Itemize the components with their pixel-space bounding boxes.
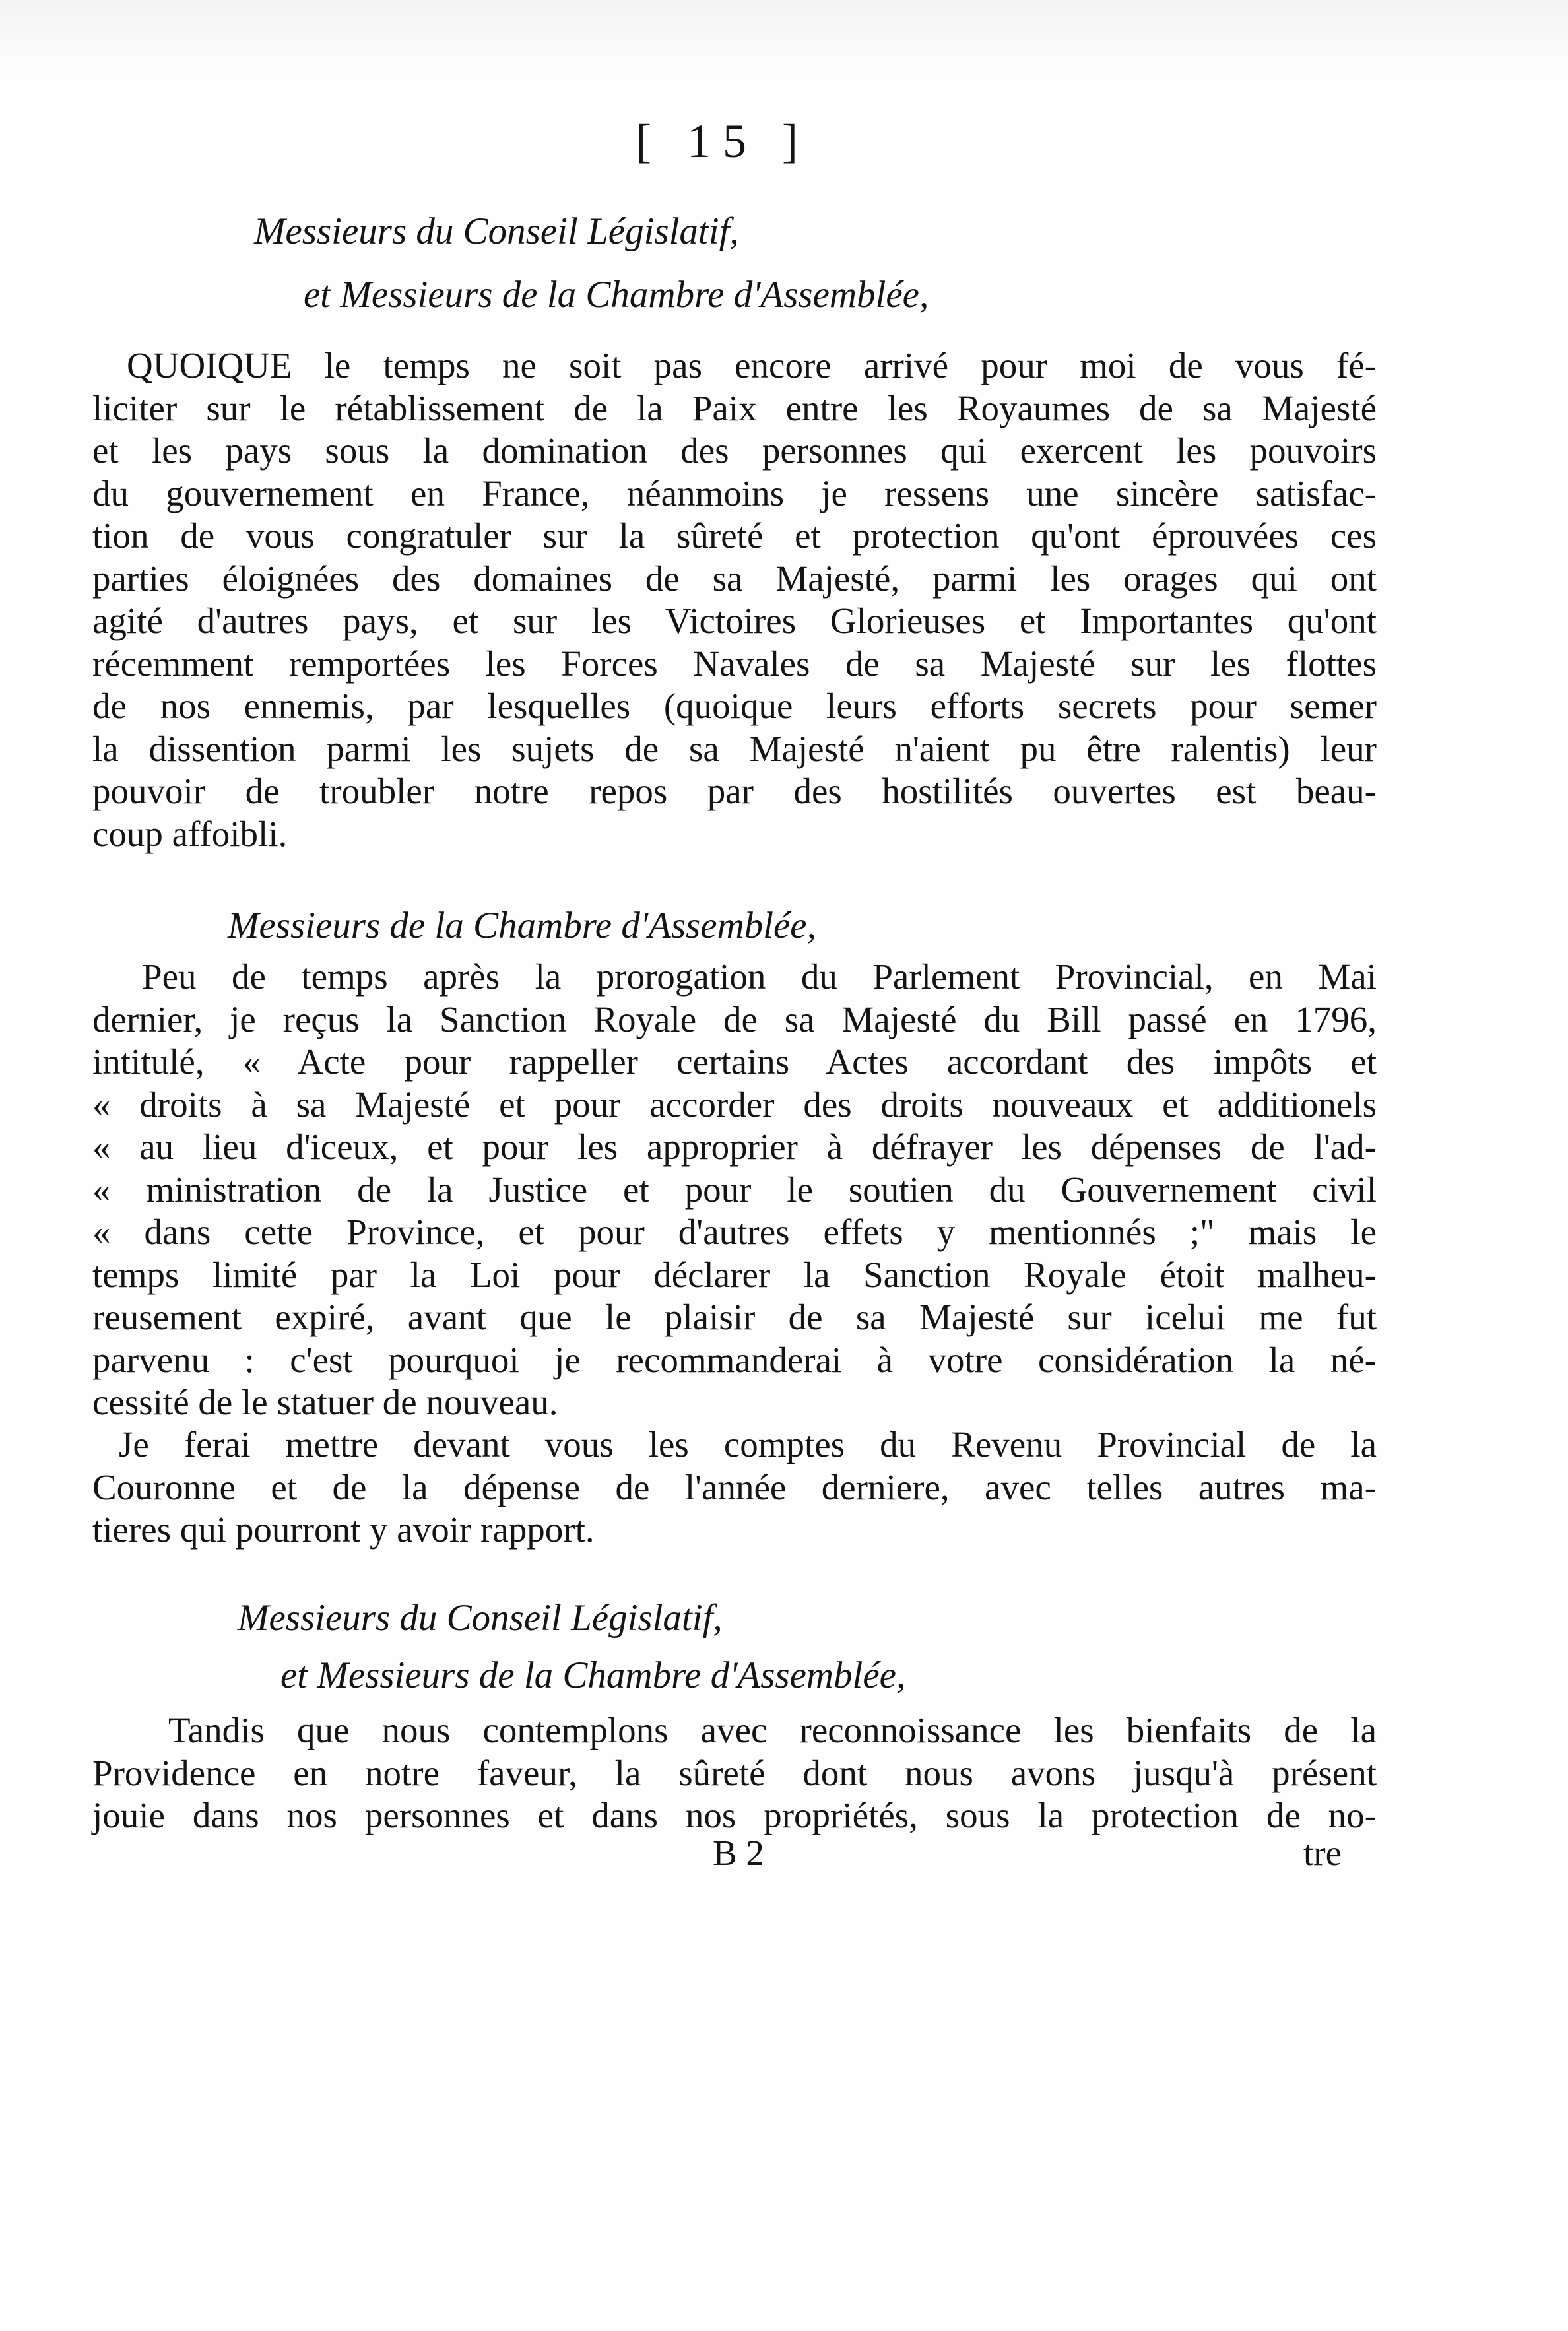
text-line: récemment remportées les Forces Navales de sa Majesté sur les flottes [92,643,1377,684]
text-line: coup affoibli. [92,813,288,854]
text-line: « au lieu d'iceux, et pour les approprier à défrayer les dépenses de l'ad- [92,1127,1377,1167]
text-line: jouie dans nos personnes et dans nos propriétés, sous la protection de no- [92,1795,1377,1835]
catchword: tre [1303,1833,1342,1873]
text-line: tieres qui pourront y avoir rapport. [92,1509,595,1550]
text-line: Peu de temps après la prorogation du Parlement Provincial, en Mai [142,956,1377,997]
salutation-council: Messieurs du Conseil Législatif, [254,211,739,252]
text-line: Tandis que nous contemplons avec reconnoissance les bienfaits de la [168,1710,1377,1750]
text-line: « dans cette Province, et pour d'autres effets y mentionnés ;" mais le [92,1212,1377,1252]
text-line: « droits à sa Majesté et pour accorder des droits nouveaux et additionels [92,1084,1377,1125]
paragraph-providence [92,1709,1377,1837]
text-line: temps limité par la Loi pour déclarer la Sanction Royale étoit malheu- [92,1254,1377,1295]
text-line: pouvoir de troubler notre repos par des hostilités ouvertes est beau- [92,771,1377,811]
text-line: liciter sur le rétablissement de la Paix entre les Royaumes de sa Majesté [92,387,1377,428]
salutation-council: Messieurs du Conseil Législatif, [238,1597,723,1639]
salutation-chamber: Messieurs de la Chambre d'Assemblée, [228,905,816,946]
salutation-chamber: et Messieurs de la Chambre d'Assemblée, [280,1655,906,1696]
text-line: du gouvernement en France, néanmoins je ressens une sincère satisfac- [92,473,1377,513]
text-line: tion de vous congratuler sur la sûreté et protection qu'ont éprouvées ces [92,515,1377,556]
text-line: et les pays sous la domination des personnes qui exercent les pouvoirs [92,430,1377,471]
text-line: « ministration de la Justice et pour le soutien du Gouvernement civil [92,1169,1377,1210]
text-line: la dissention parmi les sujets de sa Majesté n'aient pu être ralentis) leur [92,728,1377,769]
text-line: cessité de le statuer de nouveau. [92,1382,558,1422]
paragraph-opening [92,345,1377,855]
text-line: parties éloignées des domaines de sa Majesté, parmi les orages qui ont [92,558,1377,599]
text-line: reusement expiré, avant que le plaisir de sa Majesté sur icelui me fut [92,1297,1377,1337]
text-line: Couronne et de la dépense de l'année derniere, avec telles autres ma- [92,1466,1377,1507]
paragraph-sanction [92,956,1377,1424]
paragraph-revenue [92,1424,1377,1552]
text-line: dernier, je reçus la Sanction Royale de sa Majesté du Bill passé en 1796, [92,999,1377,1039]
text-line: parvenu : c'est pourquoi je recommanderai à votre considération la né- [92,1339,1377,1380]
text-line: intitulé, « Acte pour rappeller certains Actes accordant des impôts et [92,1041,1377,1082]
text-line: de nos ennemis, par lesquelles (quoique leurs efforts secrets pour semer [92,686,1377,726]
scan-margin [0,0,1568,79]
page-number: [ 15 ] [636,115,810,168]
text-line: QUOIQUE le temps ne soit pas encore arrivé pour moi de vous fé- [127,345,1377,385]
text-line: Providence en notre faveur, la sûreté dont nous avons jusqu'à présent [92,1752,1377,1793]
text-line: agité d'autres pays, et sur les Victoires Glorieuses et Importantes qu'ont [92,601,1377,641]
salutation-chamber: et Messieurs de la Chambre d'Assemblée, [304,274,929,315]
text-line: Je ferai mettre devant vous les comptes du Revenu Provincial de la [119,1424,1377,1464]
signature-mark: B 2 [713,1833,764,1873]
